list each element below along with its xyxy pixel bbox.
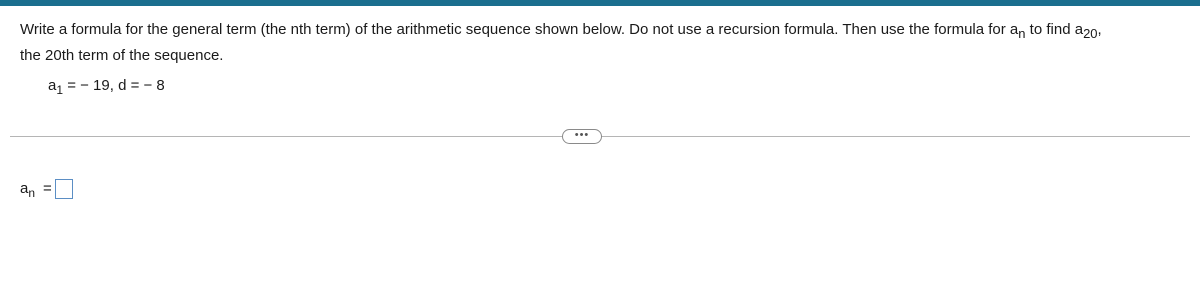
question-part1: Write a formula for the general term (the nth term) of the arithmetic sequence shown below. Do not use a recursion formula. Then use the formula for a bbox=[20, 21, 1019, 38]
question-part2: to find a bbox=[1025, 21, 1084, 38]
question-line2: the 20th term of the sequence. bbox=[20, 47, 224, 64]
given-a-base: a bbox=[48, 77, 57, 94]
answer-var-base: a bbox=[20, 179, 29, 197]
top-accent-bar bbox=[0, 0, 1200, 6]
question-text bbox=[20, 17, 1185, 69]
answer-row bbox=[20, 175, 73, 201]
question-sub-20: 20 bbox=[1083, 26, 1098, 41]
more-options-button[interactable]: ••• bbox=[562, 129, 602, 144]
given-values bbox=[48, 76, 165, 96]
answer-equals: = bbox=[43, 179, 52, 197]
given-a-sub: 1 bbox=[56, 83, 64, 97]
question-sub-n: n bbox=[1018, 26, 1026, 41]
answer-variable bbox=[20, 179, 36, 200]
question-part3: , bbox=[1097, 21, 1102, 38]
answer-var-sub: n bbox=[28, 185, 36, 200]
answer-input[interactable] bbox=[55, 179, 73, 199]
given-rest: = − 19, d = − 8 bbox=[63, 77, 165, 94]
